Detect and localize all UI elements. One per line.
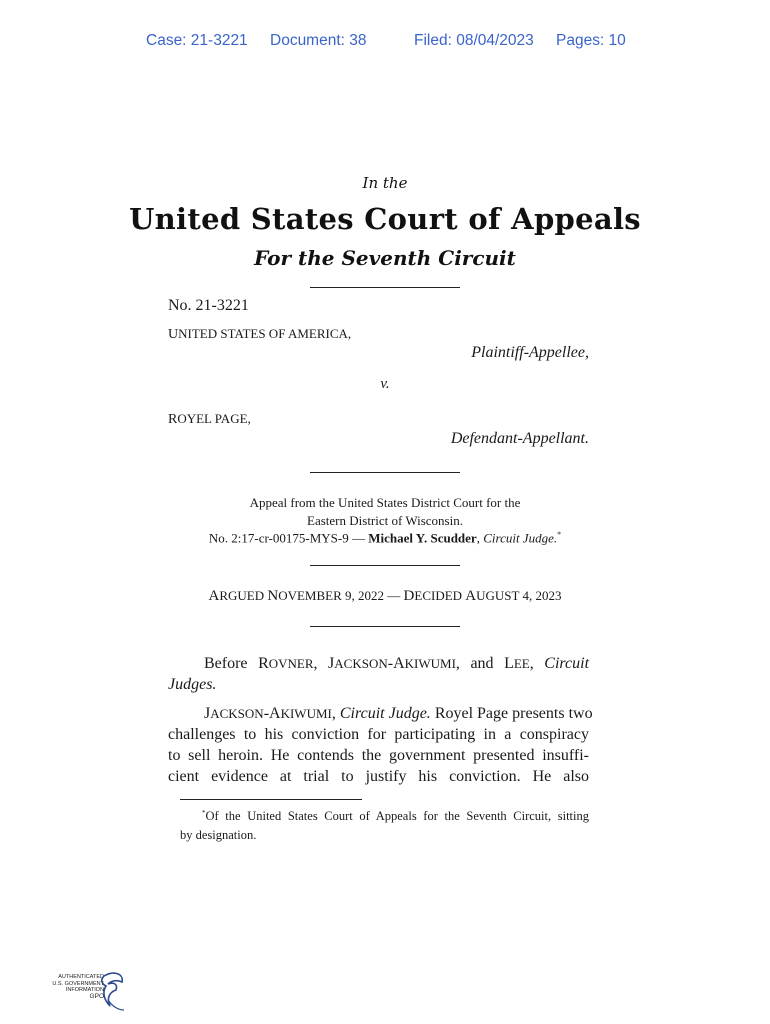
circuit-heading: For the Seventh Circuit — [254, 246, 516, 270]
appeal-line-3: No. 2:17-cr-00175-MYS-9 — Michael Y. Scudder, Circuit Judge.* — [208, 530, 562, 546]
filed-date-stamp: Filed: 08/04/2023 — [414, 32, 534, 49]
defendant-role: Defendant-Appellant. — [450, 430, 589, 447]
district-judge-name: Michael Y. Scudder — [368, 530, 477, 546]
defendant-name: ROYEL PAGE, — [168, 411, 251, 427]
footnote-line-1: *Of the United States Court of Appeals for the Seventh Circuit, sitting — [202, 809, 589, 824]
footnote-rule — [180, 799, 362, 800]
opinion-line-4: cient evidence at trial to justify his conviction. He also — [168, 768, 589, 785]
plaintiff-name: UNITED STATES OF AMERICA, — [168, 326, 352, 342]
opinion-line-2: challenges to his conviction for participating in a conspiracy — [168, 726, 589, 743]
pages-stamp: Pages: 10 — [556, 32, 626, 49]
panel-line-1: Before ROVNER, JACKSON-AKIWUMI, and LEE, Circuit — [204, 655, 590, 672]
panel-line-2: Judges. — [168, 676, 217, 693]
opinion-line-1: JACKSON-AKIWUMI, Circuit Judge. Royel Page presents two — [204, 705, 593, 722]
gpo-authentication-seal: AUTHENTICATED U.S. GOVERNMENT INFORMATION GPO — [40, 968, 130, 1018]
in-the-heading: In the — [362, 174, 408, 192]
appeal-line-1: Appeal from the United States District Court for the — [249, 495, 521, 510]
opinion-line-3: to sell heroin. He contends the government presented insuffi- — [168, 747, 589, 764]
argued-decided-dates: ARGUED NOVEMBER 9, 2022 — DECIDED AUGUST 4, 2023 — [208, 588, 562, 604]
document-number-stamp: Document: 38 — [270, 32, 367, 49]
court-name-heading: United States Court of Appeals — [129, 202, 641, 236]
appeal-line-2: Eastern District of Wisconsin. — [307, 513, 463, 528]
divider-rule — [310, 287, 460, 288]
versus: v. — [380, 376, 390, 392]
eagle-icon — [98, 970, 128, 1014]
plaintiff-role: Plaintiff-Appellee, — [471, 344, 589, 361]
divider-rule — [310, 565, 460, 566]
case-number-stamp: Case: 21-3221 — [146, 32, 248, 49]
footnote-line-2: by designation. — [180, 828, 257, 842]
divider-rule — [310, 472, 460, 473]
docket-number: No. 21-3221 — [168, 297, 249, 314]
divider-rule — [310, 626, 460, 627]
